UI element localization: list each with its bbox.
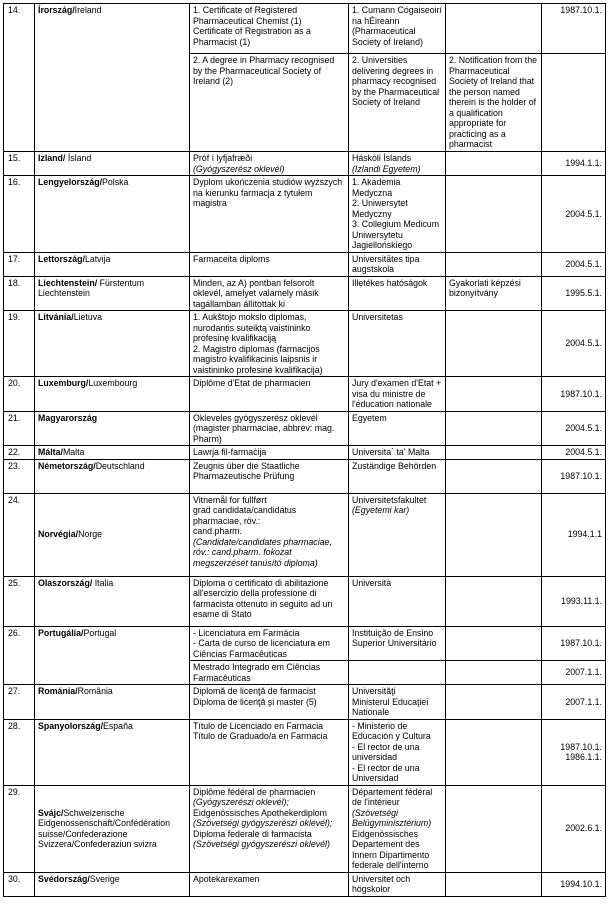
- diploma-cell: Próf í lyfjafræði (Gyógyszerész oklevél): [190, 152, 349, 176]
- certificate-cell: [446, 685, 542, 720]
- date-cell: 2007.1.1.: [542, 661, 606, 685]
- table-row: [4, 493, 606, 576]
- table-row: [4, 785, 606, 872]
- row-number: 17.: [4, 252, 35, 276]
- diploma-cell: Dyplom ukończenia studiów wyższych na kierunku farmacja z tytułem magistra: [190, 176, 349, 253]
- row-number: 21.: [4, 411, 35, 446]
- date-cell: 1994.10.1.: [542, 872, 606, 896]
- row-number: 30.: [4, 872, 35, 896]
- row-number: 25.: [4, 576, 35, 626]
- certificate-cell: [446, 459, 542, 493]
- awarding-body-cell: Universitetas: [349, 311, 446, 377]
- diploma-cell: Farmaceita diploms: [190, 252, 349, 276]
- awarding-body-cell: Zuständige Behörden: [349, 459, 446, 493]
- country-cell: Románia/România: [35, 685, 190, 720]
- row-number: 22.: [4, 446, 35, 460]
- certificate-cell: [446, 176, 542, 253]
- table-row: [4, 4, 606, 54]
- diploma-cell: Apotekarexamen: [190, 872, 349, 896]
- table-row: [4, 311, 606, 377]
- row-number: 16.: [4, 176, 35, 253]
- row-number: 29.: [4, 785, 35, 872]
- date-cell: 1995.5.1.: [542, 276, 606, 311]
- country-cell: Svédország/Sverige: [35, 872, 190, 896]
- diploma-cell: Título de Licenciado en Farmacia Título de Graduado/a en Farmacia: [190, 719, 349, 785]
- country-cell: Izland/ Ísland: [35, 152, 190, 176]
- table-row: [4, 685, 606, 720]
- certificate-cell: [446, 446, 542, 460]
- date-cell: 1987.10.1.: [542, 459, 606, 493]
- row-number: 18.: [4, 276, 35, 311]
- table-row: [4, 176, 606, 253]
- diploma-cell: 2. A degree in Pharmacy recognised by the Pharmaceutical Society of Ireland (2): [190, 54, 349, 152]
- country-cell: Svájc/Schweizerische Eidgenossenschaft/Confédération suisse/Confederazione Svizzera/Confederaziun svizra: [35, 785, 190, 872]
- date-cell: 1987.10.1.: [542, 4, 606, 54]
- row-number: 15.: [4, 152, 35, 176]
- row-number: 20.: [4, 377, 35, 412]
- awarding-body-cell: Illetékes hatóságok: [349, 276, 446, 311]
- date-cell: 1987.10.1. 1986.1.1.: [542, 719, 606, 785]
- country-cell: Norvégia/Norge: [35, 493, 190, 576]
- date-cell: [542, 54, 606, 152]
- awarding-body-cell: Università: [349, 576, 446, 626]
- date-cell: 2007.1.1.: [542, 685, 606, 720]
- awarding-body-cell: Universitet och högskolor: [349, 872, 446, 896]
- date-cell: 2004.5.1.: [542, 411, 606, 446]
- diploma-cell: Lawrja fil-farmaċija: [190, 446, 349, 460]
- diploma-cell: Zeugnis über die Staatliche Pharmazeutische Prüfung: [190, 459, 349, 493]
- row-number: 26.: [4, 626, 35, 685]
- country-cell: Olaszország/ Italia: [35, 576, 190, 626]
- date-cell: 1994.1.1.: [542, 152, 606, 176]
- table-row: [4, 152, 606, 176]
- awarding-body-cell: Universitetsfakultet (Egyetemi kar): [349, 493, 446, 576]
- row-number: 28.: [4, 719, 35, 785]
- table-row: [4, 411, 606, 446]
- diploma-cell: Minden, az A) pontban felsorolt oklevél, amelyet valamely másik tagállamban állítottak ki: [190, 276, 349, 311]
- diploma-cell: Okleveles gyógyszerész oklevél (magister pharmaciae, abbrev: mag. Pharm): [190, 411, 349, 446]
- table-row: [4, 872, 606, 896]
- diploma-cell: 1. Aukštojo mokslo diplomas, nurodantis suteiktą vaistininko profesinę kvalifikaciją 2. Magistro diplomas (farmacijos magistro kvalifikacinis laipsnis ir vaistininko profesinė kvalifikacija): [190, 311, 349, 377]
- diploma-cell: Diploma o certificato di abilitazione all'esercizio della professione di farmacista ottenuto in seguito ad un esame di Stato: [190, 576, 349, 626]
- awarding-body-cell: [349, 661, 446, 685]
- date-cell: 1987.10.1.: [542, 377, 606, 412]
- certificate-cell: [446, 311, 542, 377]
- awarding-body-cell: Universităţi Ministerul Educaţiei Nationale: [349, 685, 446, 720]
- awarding-body-cell: Département fédéral de l'intérieur (Szövetségi Belügyminisztérium) Eidgenössisches Departement des Innern Dipartimento federale dell'interno: [349, 785, 446, 872]
- country-cell: Luxemburg/Luxembourg: [35, 377, 190, 412]
- date-cell: 1993.11.1.: [542, 576, 606, 626]
- row-number: 19.: [4, 311, 35, 377]
- diploma-cell: Vitnemål for fullført grad candidata/candidatus pharmaciae, röv.: cand.pharm. (Candidate/candidates pharmaciae, röv.: cand.pharm. fokozat megszerzését tanúsító diploma): [190, 493, 349, 576]
- table-row: [4, 377, 606, 412]
- row-number: 14.: [4, 4, 35, 152]
- certificate-cell: [446, 252, 542, 276]
- table-row: [4, 459, 606, 493]
- row-number: 24.: [4, 493, 35, 576]
- date-cell: 2004.5.1.: [542, 446, 606, 460]
- certificate-cell: [446, 377, 542, 412]
- certificate-cell: [446, 4, 542, 54]
- awarding-body-cell: Instituição de Ensino Superior Universitário: [349, 626, 446, 661]
- country-cell: Portugália/Portugal: [35, 626, 190, 685]
- row-number: 23.: [4, 459, 35, 493]
- date-cell: 1994.1.1: [542, 493, 606, 576]
- certificate-cell: [446, 785, 542, 872]
- country-cell: Spanyolország/España: [35, 719, 190, 785]
- certificate-cell: [446, 152, 542, 176]
- date-cell: 2004.5.1.: [542, 252, 606, 276]
- country-cell: Lettország/Latvija: [35, 252, 190, 276]
- awarding-body-cell: Universita` ta' Malta: [349, 446, 446, 460]
- diploma-cell: Diplôme fédéral de pharmacien (Gyógyszerészi oklevél); Eidgenössisches Apothekerdiplom (Szövetségi gyógyszerészi oklevél); Diploma federale di farmacista (Szövetségi gyógyszerészi oklevél): [190, 785, 349, 872]
- awarding-body-cell: Universitātes tipa augstskola: [349, 252, 446, 276]
- row-number: 27.: [4, 685, 35, 720]
- date-cell: 2004.5.1.: [542, 311, 606, 377]
- country-cell: Magyarország: [35, 411, 190, 446]
- diploma-cell: Mestrado Integrado em Ciências Farmacêuticas: [190, 661, 349, 685]
- diploma-cell: - Licenciatura em Farmácia - Carta de curso de licenciatura em Ciências Farmacêuticas: [190, 626, 349, 661]
- awarding-body-cell: 2. Universities delivering degrees in pharmacy recognised by the Pharmaceutical Society of Ireland: [349, 54, 446, 152]
- diploma-cell: Diplomă de licenţă de farmacist Diploma de licenţă şi master (5): [190, 685, 349, 720]
- country-cell: Litvánia/Lietuva: [35, 311, 190, 377]
- country-cell: Németország/Deutschland: [35, 459, 190, 493]
- table-row: [4, 626, 606, 661]
- certificate-cell: [446, 719, 542, 785]
- diploma-cell: Diplôme d'Etat de pharmacien: [190, 377, 349, 412]
- country-cell: Írország/Ireland: [35, 4, 190, 152]
- country-cell: Málta/Malta: [35, 446, 190, 460]
- diploma-cell: 1. Certificate of Registered Pharmaceutical Chemist (1) Certificate of Registration as a Pharmacist (1): [190, 4, 349, 54]
- awarding-body-cell: Egyetem: [349, 411, 446, 446]
- country-cell: Liechtenstein/ Fürstentum Liechtenstein: [35, 276, 190, 311]
- certificate-cell: [446, 626, 542, 661]
- table-row: [4, 576, 606, 626]
- date-cell: 1987.10.1.: [542, 626, 606, 661]
- certificate-cell: [446, 661, 542, 685]
- awarding-body-cell: Jury d'examen d'Etat + visa du ministre de l'éducation nationale: [349, 377, 446, 412]
- table-row: [4, 719, 606, 785]
- certificate-cell: 2. Notification from the Pharmaceutical Society of Ireland that the person named therein is the holder of a qualification appropriate for practicing as a pharmacist: [446, 54, 542, 152]
- certificate-cell: Gyakorlati képzési bizonyítvány: [446, 276, 542, 311]
- awarding-body-cell: - Ministerio de Educación y Cultura - El rector de una universidad - El rector de una Universidad: [349, 719, 446, 785]
- table-row: [4, 446, 606, 460]
- certificate-cell: [446, 493, 542, 576]
- date-cell: 2004.5.1.: [542, 176, 606, 253]
- pharmacist-qualifications-table: [3, 3, 606, 897]
- awarding-body-cell: 1. Cumann Cógaiseoirí na hÉireann (Pharmaceutical Society of Ireland): [349, 4, 446, 54]
- date-cell: 2002.6.1.: [542, 785, 606, 872]
- awarding-body-cell: Háskóli Íslands (Izlandi Egyetem): [349, 152, 446, 176]
- table-row: [4, 276, 606, 311]
- certificate-cell: [446, 411, 542, 446]
- certificate-cell: [446, 872, 542, 896]
- certificate-cell: [446, 576, 542, 626]
- country-cell: Lengyelország/Polska: [35, 176, 190, 253]
- table-row: [4, 252, 606, 276]
- awarding-body-cell: 1. Akademia Medyczna 2. Uniwersytet Medyczny 3. Collegium Medicum Uniwersytetu Jagiellońskiego: [349, 176, 446, 253]
